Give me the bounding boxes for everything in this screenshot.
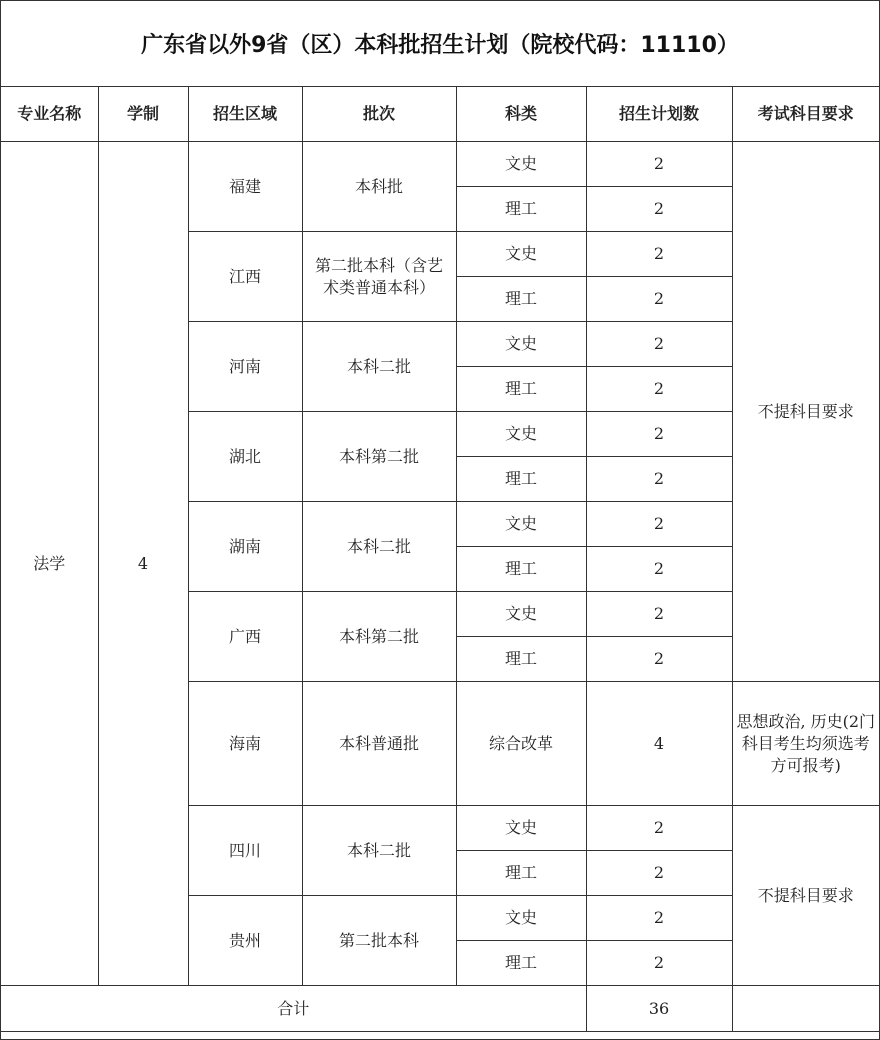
batch-text: 第二批本科（含艺术类普通本科） — [314, 255, 443, 297]
plan-cell: 2 — [586, 457, 732, 502]
batch-cell: 本科二批 — [302, 322, 456, 412]
plan-cell: 2 — [586, 412, 732, 457]
batch-cell: 本科第二批 — [302, 412, 456, 502]
subject-cell: 文史 — [456, 806, 586, 851]
region-cell: 湖北 — [188, 412, 302, 502]
subject-cell: 理工 — [456, 547, 586, 592]
requirement-cell: 思想政治, 历史(2门科目考生均须选考方可报考) — [732, 682, 879, 806]
plan-cell: 2 — [586, 367, 732, 412]
subject-cell: 文史 — [456, 232, 586, 277]
region-cell: 江西 — [188, 232, 302, 322]
requirement-cell: 不提科目要求 — [732, 142, 879, 682]
header-major: 专业名称 — [1, 87, 98, 142]
subject-cell: 文史 — [456, 896, 586, 941]
subject-cell: 理工 — [456, 941, 586, 986]
subject-cell: 理工 — [456, 851, 586, 896]
region-cell: 贵州 — [188, 896, 302, 986]
subject-cell: 综合改革 — [456, 682, 586, 806]
page-title: 广东省以外9省（区）本科批招生计划（院校代码：11110） — [1, 1, 879, 87]
plan-cell: 2 — [586, 187, 732, 232]
region-cell: 海南 — [188, 682, 302, 806]
header-subject: 科类 — [456, 87, 586, 142]
plan-cell: 2 — [586, 941, 732, 986]
header-plan: 招生计划数 — [586, 87, 732, 142]
batch-cell: 本科普通批 — [302, 682, 456, 806]
subject-cell: 文史 — [456, 592, 586, 637]
subject-cell: 理工 — [456, 457, 586, 502]
plan-cell: 2 — [586, 502, 732, 547]
subject-cell: 文史 — [456, 412, 586, 457]
subject-cell: 理工 — [456, 277, 586, 322]
total-value: 36 — [586, 986, 732, 1032]
region-cell: 四川 — [188, 806, 302, 896]
duration-cell: 4 — [98, 142, 188, 986]
batch-cell — [302, 232, 456, 322]
plan-cell: 2 — [586, 142, 732, 187]
requirement-cell: 不提科目要求 — [732, 806, 879, 986]
header-row — [1, 87, 879, 142]
region-cell: 福建 — [188, 142, 302, 232]
region-cell: 湖南 — [188, 502, 302, 592]
batch-cell: 本科第二批 — [302, 592, 456, 682]
subject-cell: 文史 — [456, 142, 586, 187]
batch-cell: 本科二批 — [302, 502, 456, 592]
plan-cell: 2 — [586, 322, 732, 367]
plan-cell: 2 — [586, 547, 732, 592]
plan-cell: 2 — [586, 637, 732, 682]
plan-cell: 2 — [586, 592, 732, 637]
plan-cell: 2 — [586, 896, 732, 941]
subject-cell: 理工 — [456, 637, 586, 682]
plan-cell: 2 — [586, 851, 732, 896]
batch-cell: 第二批本科 — [302, 896, 456, 986]
enrollment-table — [1, 87, 879, 1032]
subject-cell: 理工 — [456, 367, 586, 412]
subject-cell: 文史 — [456, 322, 586, 367]
header-region: 招生区域 — [188, 87, 302, 142]
total-empty-cell — [732, 986, 879, 1032]
plan-cell: 2 — [586, 232, 732, 277]
region-cell: 广西 — [188, 592, 302, 682]
header-requirement: 考试科目要求 — [732, 87, 879, 142]
header-duration: 学制 — [98, 87, 188, 142]
subject-cell: 文史 — [456, 502, 586, 547]
subject-cell: 理工 — [456, 187, 586, 232]
major-cell: 法学 — [1, 142, 98, 986]
plan-cell: 2 — [586, 806, 732, 851]
region-cell: 河南 — [188, 322, 302, 412]
table-row — [1, 142, 879, 187]
header-batch: 批次 — [302, 87, 456, 142]
batch-cell: 本科批 — [302, 142, 456, 232]
total-label: 合计 — [1, 986, 586, 1032]
plan-cell: 4 — [586, 682, 732, 806]
plan-cell: 2 — [586, 277, 732, 322]
batch-cell: 本科二批 — [302, 806, 456, 896]
total-row — [1, 986, 879, 1032]
